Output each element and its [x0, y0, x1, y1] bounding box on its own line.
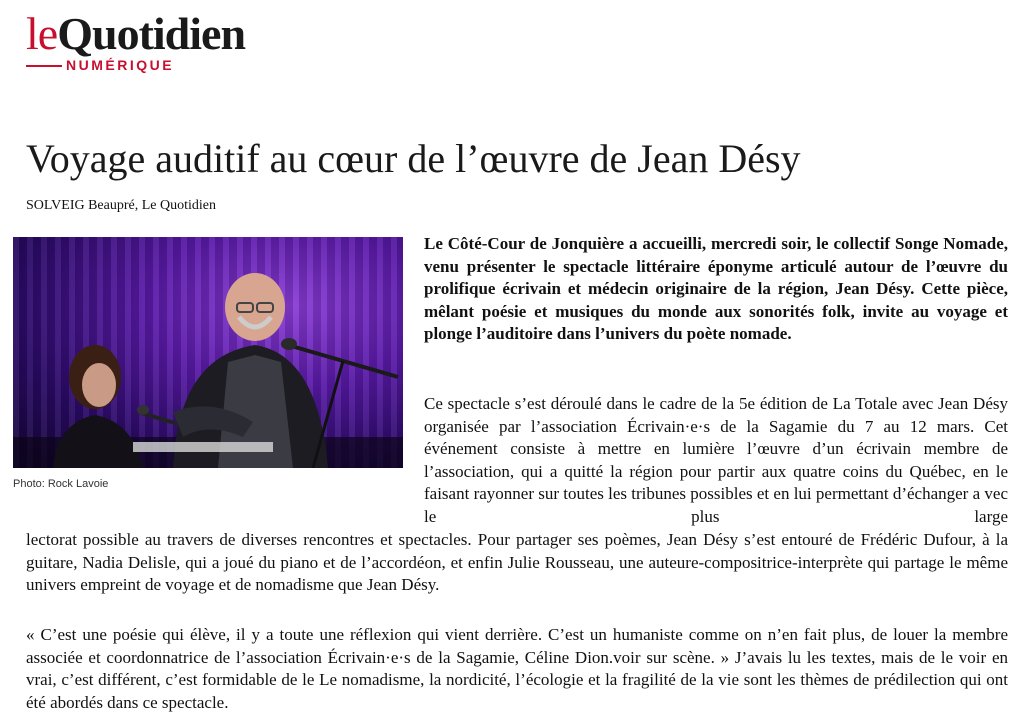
article-lead: Le Côté-Cour de Jonquière a accueilli, mercredi soir, le collectif Songe Nomade, venu présenter le spectacle littéraire éponyme articulé autour de l’œuvre du prolifique écrivain et médecin originaire de la région, Jean Désy. Cette pièce, mêlant poésie et musiques du monde aux sonorités folk, invite au voyage et plonge l’auditoire dans l’univers du poète nomade.	[424, 234, 1008, 344]
logo-brand: Quotidien	[57, 8, 246, 59]
article-paragraph-2a: Ce spectacle s’est déroulé dans le cadre de la 5e édition de La Totale avec Jean Désy organisée par l’association Écrivain·e·s de la Sagamie du 7 au 12 mars. Cet événement consiste à mettre en lumière l’œuvre d’un écrivain membre de l’association, qui a quitté la région pour partir aux quatre coins du Québec, en le faisant rayonner sur toutes les tribunes possibles et en lui permettant d’échanger a vec le plus large	[424, 394, 1008, 526]
performers-illustration	[13, 237, 403, 468]
article-paragraph-2b: lectorat possible au travers de diverses rencontres et spectacles. Pour partager ses poèmes, Jean Désy s’est entouré de Frédéric Dufour, à la guitare, Nadia Delisle, qui a joué du piano et de l’accordéon, et enfin Julie Rousseau, une auteure-compositrice-interprète qui partage le même univers empreint de voyage et de nomadisme que Jean Désy.	[26, 530, 1008, 595]
logo-rule	[26, 65, 62, 67]
logo-le: le	[26, 8, 58, 59]
article-photo	[13, 237, 403, 468]
logo-subtitle: NUMÉRIQUE	[66, 57, 175, 73]
logo-wordmark	[26, 6, 245, 62]
article-byline: SOLVEIG Beaupré, Le Quotidien	[26, 198, 216, 213]
photo-caption: Photo: Rock Lavoie	[13, 478, 109, 490]
article-paragraph-3: « C’est une poésie qui élève, il y a toute une réflexion qui vient derrière. C’est un humaniste comme on n’en fait plus, de louer la membre associée et coordonnatrice de l’association Écrivain·e·s de la Sagamie, Céline Dion.voir sur scène. » J’avais lu les textes, mais de le voir en vrai, c’est différent, c’est formidable de le Le nomadisme, la nordicité, l’écologie et la fragilité de la vie sont les thèmes de prédilection qui ont été abordés dans ce spectacle.	[26, 625, 1008, 712]
article-title: Voyage auditif au cœur de l’œuvre de Jean Désy	[26, 136, 801, 181]
site-logo[interactable]	[26, 6, 296, 78]
